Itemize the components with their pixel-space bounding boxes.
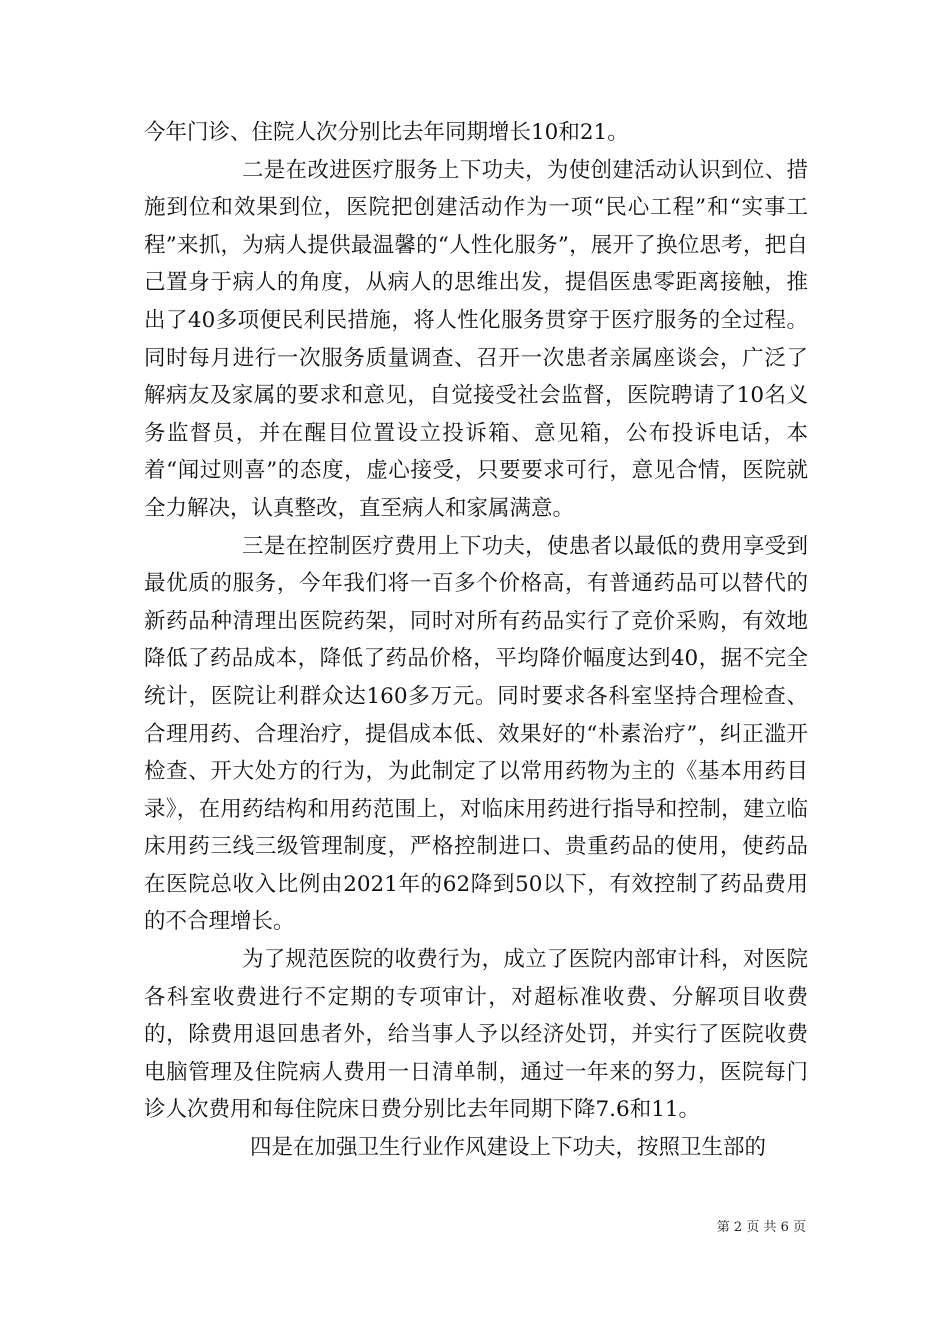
- paragraph-continuation: 今年门诊、住院人次分别比去年同期增长10和21。: [144, 120, 629, 145]
- paragraph-cost-control: 三是在控制医疗费用上下功夫，使患者以最低的费用享受到最优质的服务，今年我们将一百多个价格高，有普通药品可以替代的新药品种清理出医院药架，同时对所有药品实行了竞价采购，有效地降低了药品成本，降低了药品价格，平均降价幅度达到40，据不完全统计，医院让利群众达160多万元。同时要求各科室坚持合理检查、合理用药、合理治疗，提倡成本低、效果好的“朴素治疗”，纠正滥开检查、开大处方的行为，为此制定了以常用药物为主的《基本用药目录》，在用药结构和用药范围上，对临床用药进行指导和控制，建立临床用药三线三级管理制度，严格控制进口、贵重药品的使用，使药品在医院总收入比例由2021年的62降到50以下，有效控制了药品费用的不合理增长。: [144, 533, 808, 935]
- paragraph-medical-service: 二是在改进医疗服务上下功夫，为使创建活动认识到位、措施到位和效果到位，医院把创建活动作为一项“民心工程”和“实事工程”来抓，为病人提供最温馨的“人性化服务”，展开了换位思考，把自己置身于病人的角度，从病人的思维出发，提倡医患零距离接触，推出了40多项便民利民措施，将人性化服务贯穿于医疗服务的全过程。同时每月进行一次服务质量调查、召开一次患者亲属座谈会，广泛了解病友及家属的要求和意见，自觉接受社会监督，医院聘请了10名义务监督员，并在醒目位置设立投诉箱、意见箱，公布投诉电话，本着“闻过则喜”的态度，虚心接受，只要要求可行，意见合情，医院就全力解决，认真整改，直至病人和家属满意。: [144, 157, 808, 521]
- body-text: [144, 114, 808, 1167]
- page-number: 第 2 页 共 6 页: [716, 1220, 806, 1235]
- paragraph-billing: 为了规范医院的收费行为，成立了医院内部审计科，对医院各科室收费进行不定期的专项审计，对超标准收费、分解项目收费的，除费用退回患者外，给当事人予以经济处罚，并实行了医院收费电脑管理及住院病人费用一日清单制，通过一年来的努力，医院每门诊人次费用和每住院床日费分别比去年同期下降7.6和11。: [144, 947, 808, 1123]
- paragraph-industry-style: 四是在加强卫生行业作风建设上下功夫，按照卫生部的: [250, 1135, 767, 1161]
